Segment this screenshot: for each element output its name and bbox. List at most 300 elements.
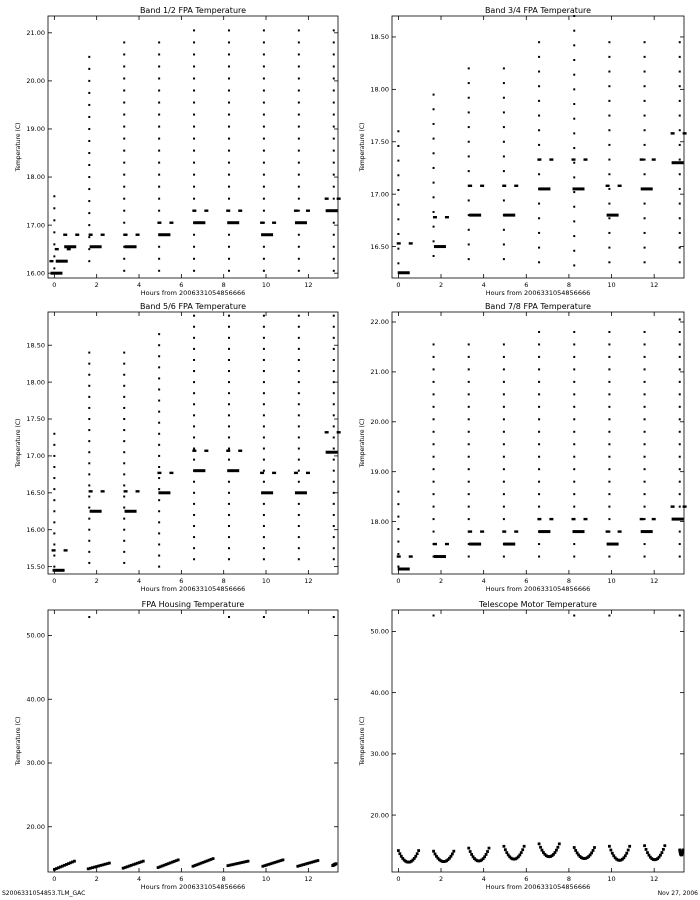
band-7-8-data-point [573,456,575,458]
band-3-4-data-point [573,103,575,105]
band-5-6-data-point [226,450,230,452]
band-3-4-data-point [538,129,540,131]
band-7-8-data-point [644,556,646,558]
band-5-6-data-point [193,459,195,461]
band-1-2-data-point [228,102,230,104]
telescope-motor-data-point [521,848,524,851]
band-1-2-data-point [88,104,90,106]
band-5-6-data-point [158,388,160,390]
band-1-2-data-point [333,126,335,128]
band-3-4-data-point [672,161,684,164]
band-7-8-data-point [468,406,470,408]
band-7-8-data-point [468,468,470,470]
band-7-8-data-point [433,506,435,508]
band-7-8-x-axis-label: Hours from 2006331054856666 [485,585,591,593]
band-1-2-data-point [228,270,230,272]
fpa-housing-x-axis-label: Hours from 2006331054856666 [140,883,246,891]
band-5-6-data-point [228,337,230,339]
fpa-housing-y-tick-label: 30.00 [26,759,45,768]
band-7-8-data-point [538,381,540,383]
band-1-2-data-point [88,188,90,190]
band-3-4-data-point [573,191,575,193]
band-5-6-x-tick-label: 8 [221,577,226,585]
band-7-8-data-point [679,343,681,345]
band-3-4-x-tick-label: 10 [607,281,616,289]
band-5-6-data-point [263,459,265,461]
band-7-8-x-tick-label: 2 [438,577,444,585]
band-7-8-data-point [468,456,470,458]
band-5-6-data-point [53,569,65,572]
band-3-4-data-point [644,85,646,87]
band-3-4-data-point [433,211,435,213]
band-1-2-data-point [263,90,265,92]
band-1-2-data-point [193,198,195,200]
band-7-8-data-point [608,368,610,370]
telescope-motor-data-point [592,849,595,852]
band-3-4-data-point [679,203,681,205]
band-7-8-data-point [679,543,681,545]
band-5-6-data-point [333,403,335,405]
band-1-2-data-point [123,41,125,43]
band-5-6-data-point [123,540,125,542]
band-1-2-data-point [55,248,59,250]
band-3-4-data-point [573,30,575,32]
band-7-8-data-point [503,431,505,433]
band-5-6-data-point [158,355,160,357]
band-5-6-data-point [333,547,335,549]
band-1-2-data-point [88,80,90,82]
band-5-6-data-point [88,374,90,376]
band-3-4-data-point [538,71,540,73]
band-7-8-data-point [433,443,435,445]
band-1-2-data-point [227,221,239,224]
band-7-8-data-point [573,481,575,483]
band-1-2-data-point [298,41,300,43]
band-5-6-data-point [228,558,230,560]
band-5-6-data-point [298,558,300,560]
band-3-4-data-point [538,115,540,117]
band-3-4-data-point [644,159,646,161]
band-1-2-data-point [298,210,300,212]
band-7-8-x-tick-label: 0 [396,577,401,585]
band-7-8-data-point [538,443,540,445]
band-3-4-x-tick-label: 12 [650,281,659,289]
telescope-motor-data-point [452,850,455,853]
band-5-6-data-point [88,518,90,520]
band-3-4-data-point [468,155,470,157]
band-5-6-data-point [193,436,195,438]
telescope-motor-x-axis-label: Hours from 2006331054856666 [485,883,591,891]
band-1-2-data-point [298,53,300,55]
band-5-6-data-points [52,315,341,572]
band-7-8-data-point [583,518,587,520]
band-5-6-data-point [193,514,195,516]
band-3-4-data-point [608,159,610,161]
band-5-6-data-point [158,566,160,568]
band-5-6-data-point [294,472,298,474]
band-7-8-data-point [538,530,550,533]
band-5-6-plot [15,302,341,593]
telescope-motor-data-point [485,853,488,856]
band-5-6-data-point [53,510,55,512]
band-1-2-data-point [228,174,230,176]
band-1-2-data-point [193,90,195,92]
band-7-8-data-point [644,406,646,408]
band-5-6-data-point [298,547,300,549]
band-5-6-data-point [124,490,128,492]
band-3-4-data-point [573,235,575,237]
band-1-2-data-point [263,77,265,79]
band-5-6-data-point [158,491,170,494]
band-5-6-data-point [123,562,125,564]
band-7-8-data-point [538,418,540,420]
band-7-8-data-point [573,431,575,433]
band-5-6-data-point [228,414,230,416]
band-3-4-data-point [573,44,575,46]
band-1-2-data-point [123,150,125,152]
band-7-8-data-point [679,556,681,558]
fpa-housing-data-point [263,616,265,618]
band-5-6-data-point [263,470,265,472]
band-1-2-y-tick-label: 18.00 [26,173,45,182]
band-5-6-data-point [228,425,230,427]
band-1-2-data-point [158,210,160,212]
band-3-4-data-point [608,129,610,131]
band-5-6-y-tick-label: 18.50 [26,341,45,350]
band-5-6-data-point [125,510,137,513]
band-3-4-plot-frame [392,16,684,278]
band-3-4-data-point [644,100,646,102]
band-1-2-data-point [325,197,329,199]
band-1-2-data-point [88,236,90,238]
band-5-6-data-point [193,536,195,538]
band-1-2-data-point [298,258,300,260]
band-7-8-data-point [433,531,435,533]
telescope-motor-data-point [624,854,627,857]
band-5-6-data-point [158,344,160,346]
band-1-2-data-point [89,234,93,236]
band-7-8-data-point [538,543,540,545]
band-5-6-data-point [333,514,335,516]
band-5-6-data-point [333,337,335,339]
telescope-motor-y-tick-label: 20.00 [370,811,389,820]
fpa-housing-data-point [108,862,111,865]
band-7-8-data-point [433,343,435,345]
fpa-housing-x-tick-label: 8 [221,875,226,883]
band-7-8-data-point [641,530,653,533]
band-5-6-data-point [193,315,195,317]
telescope-motor-data-point [432,850,435,853]
band-7-8-data-point [644,506,646,508]
fpa-housing-data-point [142,860,145,863]
band-3-4-data-point [679,41,681,43]
band-1-2-data-point [123,114,125,116]
band-1-2-data-point [158,126,160,128]
band-1-2-data-point [193,221,205,224]
band-1-2-y-tick-label: 21.00 [26,29,45,38]
telescope-motor-y-tick-label: 40.00 [370,688,389,697]
band-3-4-data-point [537,158,541,160]
band-7-8-data-point [538,431,540,433]
band-3-4-x-tick-label: 2 [438,281,444,289]
band-1-2-data-point [298,77,300,79]
band-3-4-data-point [433,240,435,242]
telescope-motor-data-point [397,849,400,852]
band-7-8-data-point [502,530,506,532]
band-7-8-data-point [573,418,575,420]
band-7-8-data-point [608,356,610,358]
band-5-6-data-point [88,418,90,420]
band-5-6-data-point [193,414,195,416]
fpa-housing-data-point [282,858,285,861]
band-7-8-data-point [644,493,646,495]
band-1-2-data-point [263,246,265,248]
band-3-4-data-point [679,85,681,87]
band-3-4-data-point [503,67,505,69]
band-7-8-data-point [644,356,646,358]
band-3-4-data-point [397,233,399,235]
band-5-6-data-point [228,436,230,438]
band-3-4-data-point [573,88,575,90]
band-5-6-data-point [263,536,265,538]
band-3-4-y-tick-label: 17.00 [370,190,389,199]
band-5-6-data-point [263,337,265,339]
band-1-2-data-point [101,234,105,236]
band-1-2-data-point [136,234,140,236]
band-5-6-data-point [158,455,160,457]
band-7-8-data-point [503,393,505,395]
band-1-2-data-point [333,162,335,164]
band-3-4-data-point [644,232,646,234]
band-5-6-x-tick-label: 4 [136,577,142,585]
band-3-4-data-point [608,247,610,249]
band-3-4-data-point [607,214,619,217]
band-1-2-data-point [123,162,125,164]
band-1-2-data-point [263,65,265,67]
band-5-6-data-point [228,503,230,505]
band-1-2-data-point [228,90,230,92]
band-1-2-data-point [228,53,230,55]
band-3-4-data-point [538,187,550,190]
band-3-4-data-point [573,147,575,149]
band-3-4-data-point [468,82,470,84]
band-3-4-data-point [644,173,646,175]
band-1-2-data-point [123,174,125,176]
band-7-8-data-point [608,381,610,383]
band-5-6-data-point [263,503,265,505]
band-7-8-data-point [644,381,646,383]
band-5-6-data-point [263,326,265,328]
band-3-4-data-point [679,173,681,175]
band-1-2-data-point [226,209,230,211]
band-1-2-data-point [261,233,273,236]
band-1-2-data-point [75,234,79,236]
band-7-8-data-point [503,406,505,408]
band-1-2-data-point [306,209,310,211]
telescope-motor-data-point [416,852,419,855]
band-3-4-data-point [573,250,575,252]
band-5-6-data-point [88,363,90,365]
band-5-6-data-point [88,562,90,564]
band-5-6-data-point [193,326,195,328]
band-5-6-data-point [53,532,55,534]
band-5-6-data-point [298,359,300,361]
telescope-motor-data-point [558,842,561,845]
band-7-8-data-point [503,543,515,546]
band-7-8-data-point [503,456,505,458]
band-3-4-data-point [503,258,505,260]
band-1-2-data-point [67,248,71,250]
band-1-2-data-point [123,210,125,212]
band-7-8-data-point [608,481,610,483]
band-1-2-data-point [193,65,195,67]
band-7-8-data-point [397,555,401,557]
band-5-6-data-point [136,490,140,492]
band-1-2-data-point [53,255,55,257]
band-3-4-data-point [397,174,399,176]
band-1-2-data-point [158,77,160,79]
band-5-6-x-axis-label: Hours from 2006331054856666 [140,585,246,593]
fpa-housing-data-point [228,616,230,618]
band-3-4-data-point [608,41,610,43]
band-7-8-data-point [679,356,681,358]
band-7-8-data-point [468,556,470,558]
band-1-2-data-point [228,41,230,43]
band-1-2-data-point [88,176,90,178]
fpa-housing-data-point [88,616,90,618]
band-3-4-data-point [538,85,540,87]
telescope-motor-data-point [398,852,401,855]
band-1-2-data-point [88,128,90,130]
band-3-4-data-point [573,59,575,61]
band-3-4-data-point [671,132,675,134]
band-5-6-data-point [298,536,300,538]
band-5-6-data-point [158,411,160,413]
band-5-6-y-tick-label: 16.50 [26,489,45,498]
band-7-8-data-point [679,431,681,433]
band-5-6-data-point [228,492,230,494]
band-3-4-data-point [608,217,610,219]
band-3-4-data-point [433,138,435,140]
fpa-housing-data-points [53,616,337,871]
band-3-4-data-point [608,115,610,117]
band-5-6-data-point [298,414,300,416]
telescope-motor-data-points [397,615,684,864]
band-1-2-data-point [158,270,160,272]
band-1-2-data-point [158,150,160,152]
band-7-8-data-points [397,318,687,570]
band-3-4-data-point [468,67,470,69]
telescope-motor-data-point [611,852,614,855]
band-3-4-data-point [397,189,399,191]
band-3-4-data-point [606,185,610,187]
band-1-2-data-point [228,162,230,164]
band-1-2-data-point [263,186,265,188]
band-7-8-data-point [671,505,675,507]
band-7-8-data-point [644,443,646,445]
band-1-2-data-point [50,272,62,275]
band-5-6-data-point [169,472,173,474]
band-3-4-data-point [679,56,681,58]
band-5-6-data-point [228,348,230,350]
band-3-4-data-point [573,220,575,222]
band-1-2-data-point [333,65,335,67]
band-5-6-data-point [263,558,265,560]
band-7-8-data-point [672,518,684,521]
band-3-4-data-point [503,214,515,217]
band-7-8-data-point [503,493,505,495]
band-1-2-data-point [123,90,125,92]
band-7-8-data-point [503,368,505,370]
band-3-4-data-point [538,261,540,263]
band-3-4-data-point [397,218,399,220]
telescope-motor-data-point [609,849,612,852]
band-5-6-data-point [88,429,90,431]
band-1-2-data-point [123,77,125,79]
band-1-2-data-point [263,174,265,176]
band-7-8-data-point [397,541,399,543]
band-5-6-data-point [228,547,230,549]
band-7-8-data-point [503,518,505,520]
band-5-6-data-point [333,459,335,461]
band-5-6-data-point [333,359,335,361]
band-7-8-data-point [679,418,681,420]
band-7-8-x-tick-label: 4 [481,577,486,585]
band-5-6-data-point [333,414,335,416]
telescope-motor-x-tick-label: 12 [650,875,659,883]
telescope-motor-plot [359,600,684,891]
band-3-4-data-point [397,160,399,162]
band-3-4-data-point [397,248,399,250]
telescope-motor-data-point [643,844,646,847]
band-7-8-data-point [538,556,540,558]
band-1-2-data-point [333,41,335,43]
band-1-2-data-point [333,246,335,248]
band-7-8-y-tick-label: 19.00 [370,467,389,476]
band-3-4-data-point [538,217,540,219]
band-5-6-x-tick-label: 12 [304,577,313,585]
band-3-4-data-point [538,144,540,146]
fpa-housing-plot [15,600,338,891]
band-1-2-data-point [53,219,55,221]
band-1-2-data-point [333,102,335,104]
band-7-8-data-point [679,456,681,458]
band-7-8-data-point [644,431,646,433]
telescope-motor-data-point [659,854,662,857]
band-1-2-data-point [333,53,335,55]
band-3-4-data-point [433,255,435,257]
band-1-2-data-point [88,68,90,70]
band-5-6-data-point [263,481,265,483]
band-3-4-data-point [445,216,449,218]
band-5-6-data-point [333,525,335,527]
band-1-2-data-point [333,77,335,79]
band-7-8-data-point [640,518,644,520]
band-1-2-data-point [333,270,335,272]
footer-date: Nov 27, 2006 [657,890,698,897]
band-1-2-data-point [169,222,173,224]
band-5-6-y-tick-label: 17.00 [26,452,45,461]
band-1-2-data-point [228,126,230,128]
band-3-4-data-point [644,247,646,249]
telescope-motor-data-point [504,848,507,851]
band-1-2-data-point [263,198,265,200]
band-7-8-data-point [573,493,575,495]
band-7-8-data-point [538,331,540,333]
band-7-8-title: Band 7/8 FPA Temperature [484,302,592,311]
band-5-6-data-point [157,472,161,474]
band-7-8-data-point [433,493,435,495]
